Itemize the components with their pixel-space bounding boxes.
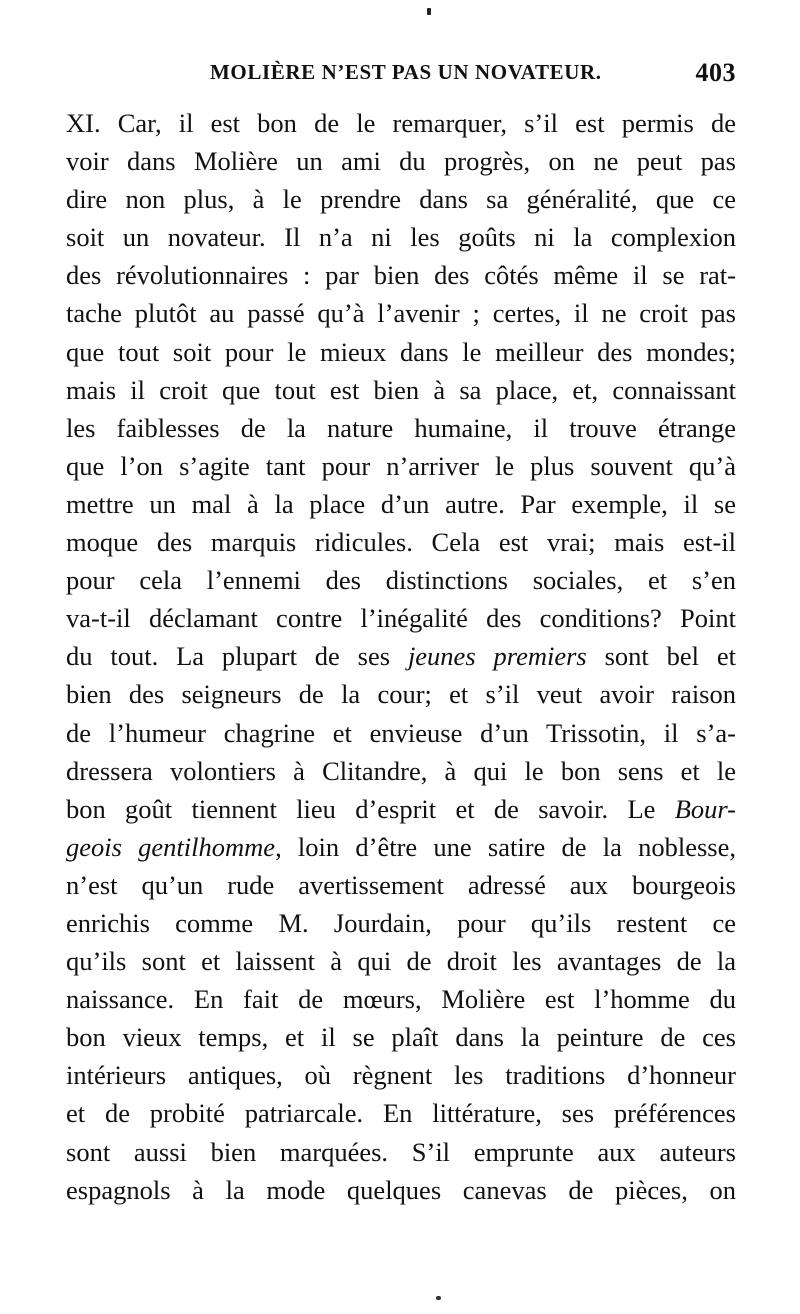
text-line: que l’on s’agite tant pour n’arriver le plus souvent qu’à [66, 450, 736, 481]
running-title: MOLIÈRE N’EST PAS UN NOVATEUR. [210, 60, 602, 84]
italic-title: jeunes premiers [407, 641, 587, 672]
text-line: mais il croit que tout est bien à sa place, et, connaissant [66, 374, 736, 405]
page-number: 403 [695, 58, 736, 87]
text-line: naissance. En fait de mœurs, Molière est l’homme du [66, 984, 736, 1015]
text-line: n’est qu’un rude avertissement adressé aux bourgeois [66, 869, 736, 900]
text-line: les faiblesses de la nature humaine, il trouve étrange [66, 412, 736, 443]
running-header [210, 58, 736, 88]
text-line: de l’humeur chagrine et envieuse d’un Trissotin, il s’a- [66, 717, 736, 748]
text-line: dire non plus, à le prendre dans sa généralité, que ce [66, 184, 736, 215]
text-line: espagnols à la mode quelques canevas de pièces, on [66, 1174, 736, 1205]
text-line: que tout soit pour le mieux dans le meilleur des mondes; [66, 336, 736, 367]
text-line: pour cela l’ennemi des distinctions sociales, et s’en [66, 565, 736, 596]
text-line: soit un novateur. Il n’a ni les goûts ni la complexion [66, 222, 736, 253]
text-line: mettre un mal à la place d’un autre. Par exemple, il se [66, 488, 736, 519]
text-line: et de probité patriarcale. En littérature, ses préférences [66, 1098, 736, 1129]
body-paragraph [66, 104, 736, 1209]
text-line: geois gentilhomme, loin d’être une satire de la noblesse, [66, 831, 736, 862]
text-line: bon vieux temps, et il se plaît dans la peinture de ces [66, 1022, 736, 1053]
text-line: intérieurs antiques, où règnent les traditions d’honneur [66, 1060, 736, 1091]
text-line: dressera volontiers à Clitandre, à qui le bon sens et le [66, 755, 736, 786]
text-line: XI. Car, il est bon de le remarquer, s’il est permis de [66, 108, 736, 138]
text-line: voir dans Molière un ami du progrès, on ne peut pas [66, 146, 736, 177]
ink-speck [436, 1296, 441, 1300]
text-line: moque des marquis ridicules. Cela est vrai; mais est-il [66, 527, 736, 558]
text-line: enrichis comme M. Jourdain, pour qu’ils restent ce [66, 907, 736, 938]
italic-title: geois gentilhomme [66, 831, 276, 862]
text-line: qu’ils sont et laissent à qui de droit les avantages de la [66, 946, 736, 977]
italic-title: Bour- [674, 793, 736, 824]
text-line: bon goût tiennent lieu d’esprit et de savoir. Le Bour- [66, 793, 736, 824]
text-line: sont aussi bien marquées. S’il emprunte aux auteurs [66, 1136, 736, 1167]
text-line: va-t-il déclamant contre l’inégalité des conditions? Point [66, 603, 736, 634]
ink-speck [427, 8, 431, 15]
text-line: tache plutôt au passé qu’à l’avenir ; certes, il ne croit pas [66, 298, 736, 329]
text-line: des révolutionnaires : par bien des côtés même il se rat- [66, 260, 736, 291]
text-line: du tout. La plupart de ses jeunes premiers sont bel et [66, 641, 736, 672]
text-line: bien des seigneurs de la cour; et s’il veut avoir raison [66, 679, 736, 710]
